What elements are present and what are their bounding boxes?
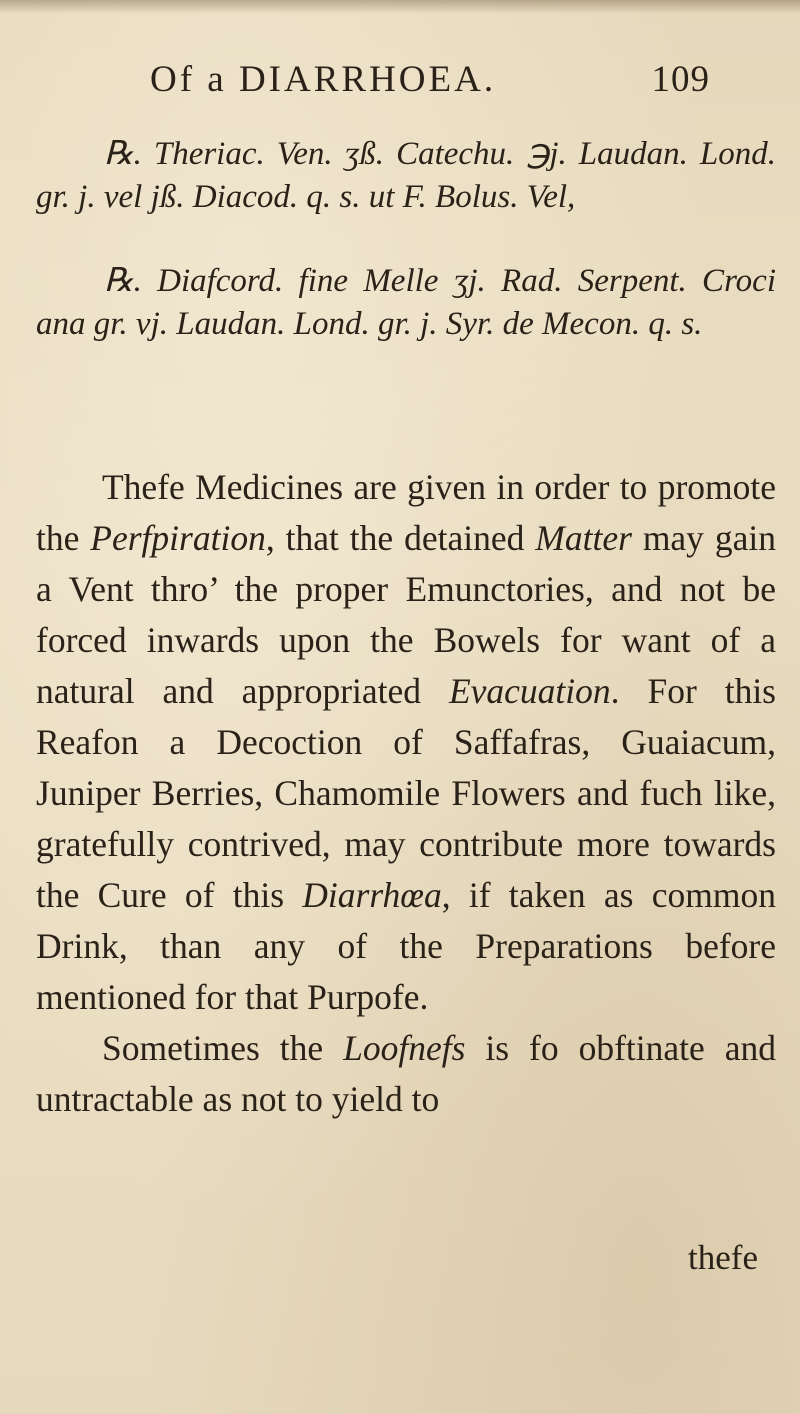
text-run: is fo obftinate and untractable as not to yield to <box>36 1028 776 1119</box>
italic-term: Matter <box>535 518 632 558</box>
text-run: , if taken as common Drink, than any of the Preparations before mentioned for that Purpofe. <box>36 875 776 1017</box>
body-text <box>36 462 776 1125</box>
running-title: Of a DIARRHOEA. <box>150 59 497 100</box>
text-run: Sometimes the <box>102 1028 344 1068</box>
text-run: , that the detained <box>265 518 536 558</box>
text-run: . For this Reafon a Decoction of Saffafras, Guaiacum, Juniper Berries, Chamomile Flowers and fuch like, gratefully contrived, may contribute more towards the Cure of this <box>36 671 776 915</box>
prescription-1: ℞. Theriac. Ven. ʒß. Catechu. ℈j. Laudan. Lond. gr. j. vel jß. Diacod. q. s. ut F. Bolus. Vel, <box>36 136 776 215</box>
italic-term: Perfpiration <box>90 518 266 558</box>
page-edge-shadow <box>0 0 800 14</box>
italic-term: Diarrhœa <box>302 875 442 915</box>
italic-term: Loofnefs <box>343 1028 466 1068</box>
text-run: Thefe Medicines are given in order to promote the <box>36 467 776 558</box>
catchword: thefe <box>688 1238 758 1277</box>
prescription-2: ℞. Diafcord. fine Melle ʒj. Rad. Serpent. Croci ana gr. vj. Laudan. Lond. gr. j. Syr. de Mecon. q. s. <box>36 263 776 342</box>
italic-term: Evacuation <box>448 671 611 711</box>
text-run: may gain a Vent thro’ the proper Emunctories, and not be forced inwards upon the Bowels for want of a natural and appropriated <box>36 518 776 711</box>
page-number: 109 <box>651 59 710 100</box>
paragraph-2 <box>36 1023 776 1125</box>
paragraph-1 <box>36 462 776 1023</box>
running-header <box>150 58 710 110</box>
